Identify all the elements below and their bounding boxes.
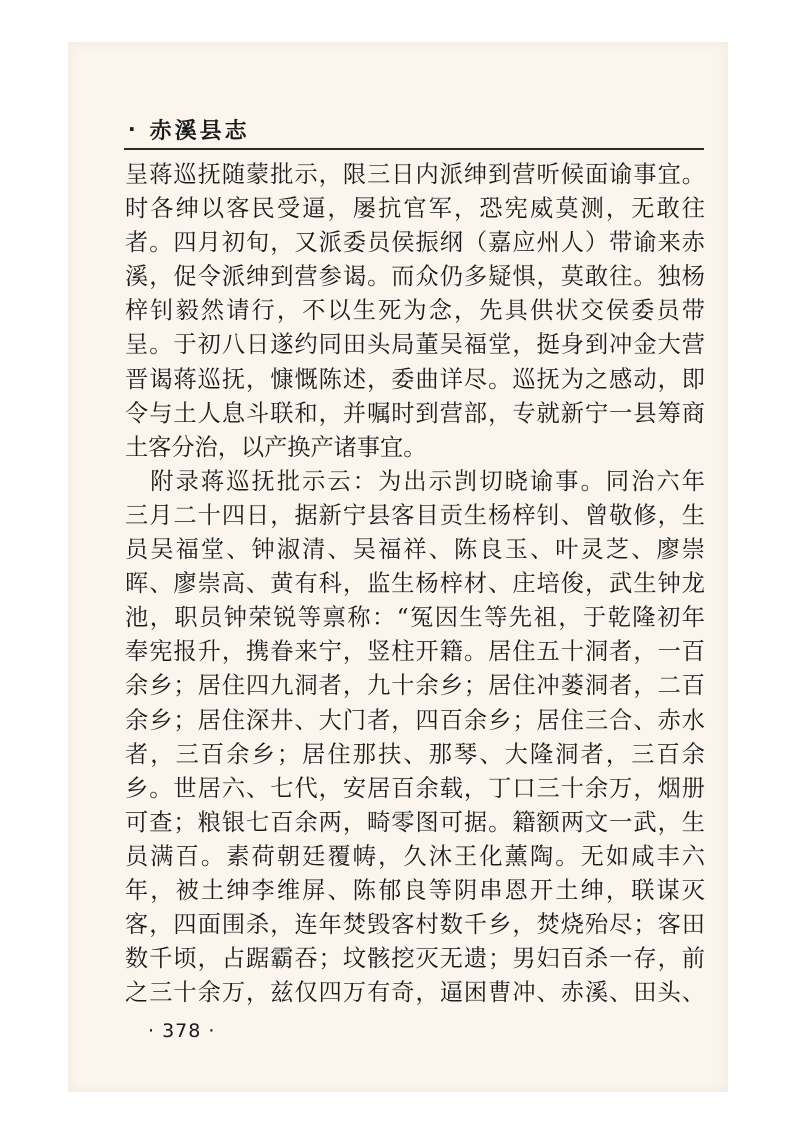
page-number: · 378 · [148, 1020, 216, 1042]
text-line: 晖、廖崇高、黄有科，监生杨梓材、庄培俊，武生钟龙 [125, 570, 705, 598]
text-line: 年，被土绅李维屏、陈郁良等阴串恩开土绅，联谋灭 [125, 876, 705, 904]
text-line: 呈蒋巡抚随蒙批示，限三日内派绅到营听候面谕事宜。 [125, 161, 705, 188]
text-line: 呈。于初八日遂约同田头局董吴福堂，挺身到冲金大营 [125, 331, 705, 359]
header-bullet: · [128, 117, 136, 141]
text-line: 晋谒蒋巡抚，慷慨陈述，委曲详尽。巡抚为之感动，即 [125, 365, 705, 393]
text-line: 溪，促令派绅到营参谒。而众仍多疑惧，莫敢往。独杨 [125, 263, 705, 291]
text-line: 时各绅以客民受逼，屡抗官军，恐宪威莫测，无敢往 [125, 195, 705, 223]
text-line: 者，三百余乡；居住那扶、那琴、大隆洞者，三百余 [125, 740, 705, 768]
text-line: 奉宪报升，携眷来宁，竖柱开籍。居住五十洞者，一百 [125, 638, 705, 666]
book-page [68, 42, 728, 1092]
text-line: 乡。世居六、七代，安居百余载，丁口三十余万，烟册 [125, 774, 705, 802]
text-line: 客，四面围杀，连年焚毁客村数千乡，焚烧殆尽；客田 [125, 911, 705, 939]
text-line: 三月二十四日，据新宁县客目贡生杨梓钊、曾敬修，生 [125, 501, 705, 529]
text-line: 池，职员钟荣锐等禀称：“冤因生等先祖，于乾隆初年 [125, 604, 705, 632]
text-line: 员吴福堂、钟淑清、吴福祥、陈良玉、叶灵芝、廖崇 [125, 536, 705, 564]
header-rule [124, 148, 704, 150]
text-line: 余乡；居住深井、大门者，四百余乡；居住三合、赤水 [125, 706, 705, 734]
text-line: 余乡；居住四九洞者，九十余乡；居住冲蒌洞者，二百 [125, 672, 705, 700]
text-line: 可查；粮银七百余两，畸零图可据。籍额两文一武，生 [125, 808, 705, 836]
text-line: 员满百。素荷朝廷覆帱，久沐王化薰陶。无如咸丰六 [125, 842, 705, 870]
text-line: 附录蒋巡抚批示云：为出示剀切晓谕事。同治六年 [125, 467, 705, 495]
text-line: 土客分治，以产换产诸事宜。 [125, 433, 427, 461]
text-line: 梓钊毅然请行，不以生死为念，先具供状交侯委员带 [125, 297, 705, 325]
body-text [125, 158, 705, 1010]
running-header [128, 114, 250, 144]
book-title: 赤溪县志 [149, 118, 250, 144]
text-line: 令与土人息斗联和，并嘱时到营部，专就新宁一县筹商 [125, 399, 705, 427]
text-line: 者。四月初旬，又派委员侯振纲（嘉应州人）带谕来赤 [125, 229, 705, 257]
text-line: 数千顷，占踞霸吞；坟骸挖灭无遗；男妇百杀一存，前 [125, 945, 705, 973]
text-line: 之三十余万，兹仅四万有奇，逼困曹冲、赤溪、田头、 [125, 979, 705, 1007]
